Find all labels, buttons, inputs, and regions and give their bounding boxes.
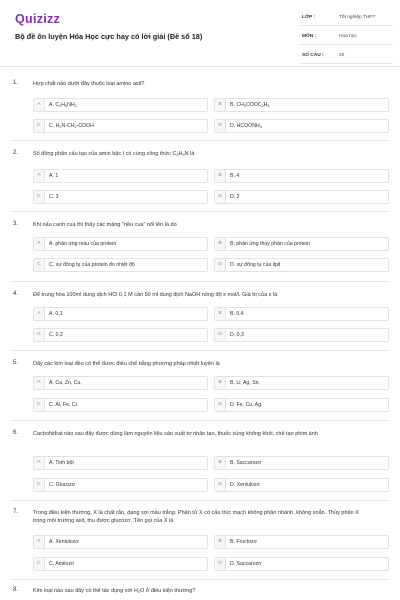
option-letter-box: C xyxy=(34,329,45,341)
option-letter-box: A xyxy=(34,238,45,250)
option-letter-box: D xyxy=(215,191,226,203)
answer-option[interactable] xyxy=(214,557,389,571)
document-title: Bộ đề ôn luyện Hóa Học cực hay có lời giải (Đề số 18) xyxy=(15,32,203,41)
option-letter-box: D xyxy=(215,479,226,491)
option-letter-box: B xyxy=(215,536,226,548)
option-text: C. 0,2 xyxy=(49,332,63,338)
question-divider xyxy=(10,281,390,282)
option-text: D. 2 xyxy=(230,194,240,200)
option-text: C. Al, Fe, Cr. xyxy=(49,402,79,408)
option-text: A. $C_2H_5NH_2$ xyxy=(49,102,77,108)
page-header xyxy=(0,0,400,67)
meta-value: 40 xyxy=(339,53,345,58)
option-text: A. 0,1 xyxy=(49,311,63,317)
answer-option[interactable] xyxy=(214,328,389,342)
option-letter-box: B xyxy=(215,308,226,320)
answer-option[interactable] xyxy=(33,478,208,492)
option-letter-box: D xyxy=(215,399,226,411)
question-number: 1. xyxy=(13,80,19,86)
question-number: 7. xyxy=(13,509,19,515)
question-text: Cacbohiđrat nào sau đây được dùng làm nguyên liệu sản xuất tơ nhân tạo, thuốc súng không khói, chế tạo phim ảnh xyxy=(33,431,318,437)
meta-row-subject xyxy=(300,30,393,45)
option-text: B. phản ứng thủy phân của protein xyxy=(230,241,310,247)
answer-option[interactable] xyxy=(33,258,208,272)
option-letter-box: D xyxy=(215,558,226,570)
answer-option[interactable] xyxy=(214,258,389,272)
option-text: B. 0,4 xyxy=(230,311,244,317)
option-text: A. 1 xyxy=(49,173,59,179)
option-letter-box: B xyxy=(215,238,226,250)
option-text: C. sự đông tụ của protein do nhiệt độ xyxy=(49,262,135,268)
option-text: C. $H_2N-CH_2$-COOH xyxy=(49,123,94,129)
answer-option[interactable] xyxy=(33,169,208,183)
option-letter-box: C xyxy=(34,120,45,132)
answer-option[interactable] xyxy=(214,535,389,549)
option-letter-box: A xyxy=(34,377,45,389)
question-divider xyxy=(10,211,390,212)
option-text: A. Ca, Zn, Cu. xyxy=(49,380,82,386)
option-letter-box: D xyxy=(215,259,226,271)
option-text: B. $CH_3COOC_2H_5$ xyxy=(230,102,270,108)
option-letter-box: B xyxy=(215,170,226,182)
option-text: B. 4 xyxy=(230,173,240,179)
meta-info xyxy=(300,11,393,68)
option-letter-box: B xyxy=(215,99,226,111)
answer-option[interactable] xyxy=(33,190,208,204)
option-text: C. Amilozơ xyxy=(49,561,75,567)
question-number: 8. xyxy=(13,587,19,593)
answer-option[interactable] xyxy=(214,376,389,390)
question-text: Để trung hòa 100ml dung dịch HCl 0,1 M cần 50 ml dung dịch NaOH nồng độ x mol/l. Giá trị của x là xyxy=(33,292,278,298)
meta-row-count xyxy=(300,49,393,64)
option-text: D. Saccarozơ xyxy=(230,561,262,567)
answer-option[interactable] xyxy=(214,237,389,251)
question-divider xyxy=(10,420,390,421)
option-text: D. 0,3 xyxy=(230,332,244,338)
option-letter-box: C xyxy=(34,191,45,203)
question-number: 3. xyxy=(13,221,19,227)
question-text: Dãy các kim loại đều có thể được điều chế bằng phương pháp nhiệt luyện là xyxy=(33,361,220,367)
answer-option[interactable] xyxy=(33,307,208,321)
option-letter-box: D xyxy=(215,329,226,341)
option-letter-box: A xyxy=(34,308,45,320)
question-text: Trong điều kiện thường, X là chất rắn, dạng sợi màu trắng. Phân tử X có cấu trúc mạch không phân nhánh, không xoắn. Thủy phân X trong môi trường axit, thu được glucozơ. Tên gọi của X là xyxy=(33,510,359,524)
option-letter-box: B xyxy=(215,377,226,389)
option-text: C. 3 xyxy=(49,194,59,200)
question-number: 6. xyxy=(13,430,19,436)
meta-row-class xyxy=(300,11,393,26)
question-text: Hợp chất nào dưới đây thuộc loại amino axit? xyxy=(33,81,145,87)
meta-label: LỚP : xyxy=(302,15,316,20)
answer-option[interactable] xyxy=(33,398,208,412)
meta-value: Tốt nghiệp THPT xyxy=(339,15,376,20)
option-letter-box: A xyxy=(34,536,45,548)
answer-option[interactable] xyxy=(214,98,389,112)
option-letter-box: C xyxy=(34,259,45,271)
option-text: B. Saccarozơ xyxy=(230,460,262,466)
question-divider xyxy=(10,579,390,580)
option-text: C. Glucozơ xyxy=(49,482,76,488)
answer-option[interactable] xyxy=(214,398,389,412)
option-text: D. Xenlulozơ xyxy=(230,482,260,488)
question-divider xyxy=(10,500,390,501)
option-letter-box: D xyxy=(215,120,226,132)
question-text: Kim loại nào sau đây có thể tác dụng với $H_2O$ ở điều kiện thường? xyxy=(33,588,196,594)
option-text: A. phản ứng màu của protein xyxy=(49,241,117,247)
option-letter-box: A xyxy=(34,457,45,469)
option-text: B. Fructozơ xyxy=(230,539,258,545)
answer-option[interactable] xyxy=(214,478,389,492)
option-letter-box: A xyxy=(34,99,45,111)
question-number: 2. xyxy=(13,150,19,156)
answer-option[interactable] xyxy=(33,557,208,571)
option-letter-box: C xyxy=(34,399,45,411)
question-divider xyxy=(10,350,390,351)
question-text: Khi nấu canh cua thì thấy các mảng "riêu cua" nổi lên là do xyxy=(33,222,177,228)
answer-option[interactable] xyxy=(214,307,389,321)
answer-option[interactable] xyxy=(33,98,208,112)
option-text: D. Fe, Cu, Ag. xyxy=(230,402,263,408)
option-letter-box: C xyxy=(34,479,45,491)
question-number: 4. xyxy=(13,291,19,297)
question-text: Số đồng phân cấu tạo của amin bậc I có cùng công thức $C_3H_9N$ là xyxy=(33,151,195,157)
option-letter-box: A xyxy=(34,170,45,182)
answer-option[interactable] xyxy=(33,376,208,390)
meta-value: Hóa học xyxy=(339,34,357,39)
option-letter-box: C xyxy=(34,558,45,570)
answer-option[interactable] xyxy=(33,119,208,133)
option-text: A. Xenlulozơ xyxy=(49,539,79,545)
option-letter-box: B xyxy=(215,457,226,469)
answer-option[interactable] xyxy=(214,190,389,204)
option-text: A. Tinh bột xyxy=(49,460,74,466)
option-text: D. $HCOONH_4$ xyxy=(230,123,262,129)
meta-label: SỐ CÂU : xyxy=(302,53,324,58)
answer-option[interactable] xyxy=(33,535,208,549)
answer-option[interactable] xyxy=(33,237,208,251)
answer-option[interactable] xyxy=(214,169,389,183)
answer-option[interactable] xyxy=(214,119,389,133)
meta-label: MÔN : xyxy=(302,34,317,39)
answer-option[interactable] xyxy=(33,456,208,470)
option-text: B. Li, Ag, Sn. xyxy=(230,380,260,386)
question-number: 5. xyxy=(13,360,19,366)
answer-option[interactable] xyxy=(33,328,208,342)
quizizz-logo[interactable]: Quizizz xyxy=(15,12,61,26)
question-divider xyxy=(10,140,390,141)
option-text: D. sự đông tụ của lipit xyxy=(230,262,281,268)
answer-option[interactable] xyxy=(214,456,389,470)
